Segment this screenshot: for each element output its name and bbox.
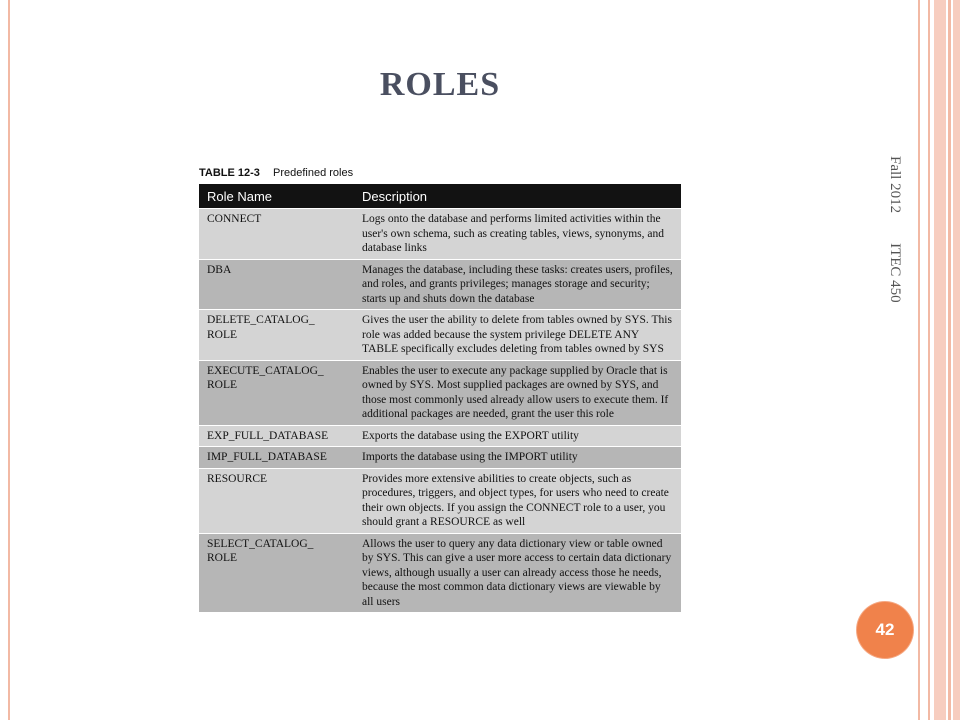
description-cell: Provides more extensive abilities to create objects, such as procedures, triggers, and object types, for users who need to create their own objects. If you assign the CONNECT role to a user, you should grant a RESOURCE as well — [354, 468, 681, 533]
right-border-line — [948, 0, 951, 720]
right-border-line — [918, 0, 920, 720]
column-header-description: Description — [354, 184, 681, 209]
description-cell: Exports the database using the EXPORT utility — [354, 425, 681, 447]
slide-title: ROLES — [379, 66, 501, 103]
table-header-row — [199, 184, 681, 209]
page-number-badge: 42 — [857, 602, 913, 658]
column-header-role-name: Role Name — [199, 184, 354, 209]
roles-table — [199, 184, 681, 612]
roles-table-figure — [199, 164, 681, 612]
role-name-cell: RESOURCE — [199, 468, 354, 533]
role-name-cell: EXP_FULL_DATABASE — [199, 425, 354, 447]
role-name-cell: SELECT_CATALOG_ ROLE — [199, 533, 354, 612]
table-row — [199, 360, 681, 425]
description-cell: Logs onto the database and performs limited activities within the user's own schema, such as creating tables, views, synonyms, and database links — [354, 209, 681, 260]
side-caption: Fall 2012 ITEC 450 — [887, 156, 903, 303]
table-row — [199, 425, 681, 447]
role-name-cell: DBA — [199, 259, 354, 310]
role-name-cell: CONNECT — [199, 209, 354, 260]
description-cell: Enables the user to execute any package supplied by Oracle that is owned by SYS. Most supplied packages are owned by SYS, and those most commonly used already allow users to execute them. If additional packages are needed, grant the user this role — [354, 360, 681, 425]
table-row — [199, 533, 681, 612]
table-caption-title: Predefined roles — [272, 167, 354, 179]
role-name-cell: DELETE_CATALOG_ ROLE — [199, 310, 354, 361]
table-row — [199, 310, 681, 361]
right-border-band — [953, 0, 960, 720]
table-row — [199, 209, 681, 260]
role-name-cell: EXECUTE_CATALOG_ ROLE — [199, 360, 354, 425]
description-cell: Allows the user to query any data dictionary view or table owned by SYS. This can give a user more access to certain data dictionary views, although usually a user can already access those he needs, because the most common data dictionary views are viewable by all users — [354, 533, 681, 612]
table-caption — [199, 164, 681, 184]
table-row — [199, 259, 681, 310]
table-caption-number: TABLE 12-3 — [199, 167, 260, 179]
role-name-cell: IMP_FULL_DATABASE — [199, 447, 354, 469]
right-border-band — [934, 0, 946, 720]
description-cell: Gives the user the ability to delete from tables owned by SYS. This role was added because the system privilege DELETE ANY TABLE specifically excludes deleting from tables owned by SYS — [354, 310, 681, 361]
table-row — [199, 447, 681, 469]
left-border-line — [8, 0, 10, 720]
description-cell: Imports the database using the IMPORT utility — [354, 447, 681, 469]
description-cell: Manages the database, including these tasks: creates users, profiles, and roles, and grants privileges; manages storage and security; starts up and shuts down the database — [354, 259, 681, 310]
table-row — [199, 468, 681, 533]
right-border-line — [928, 0, 930, 720]
